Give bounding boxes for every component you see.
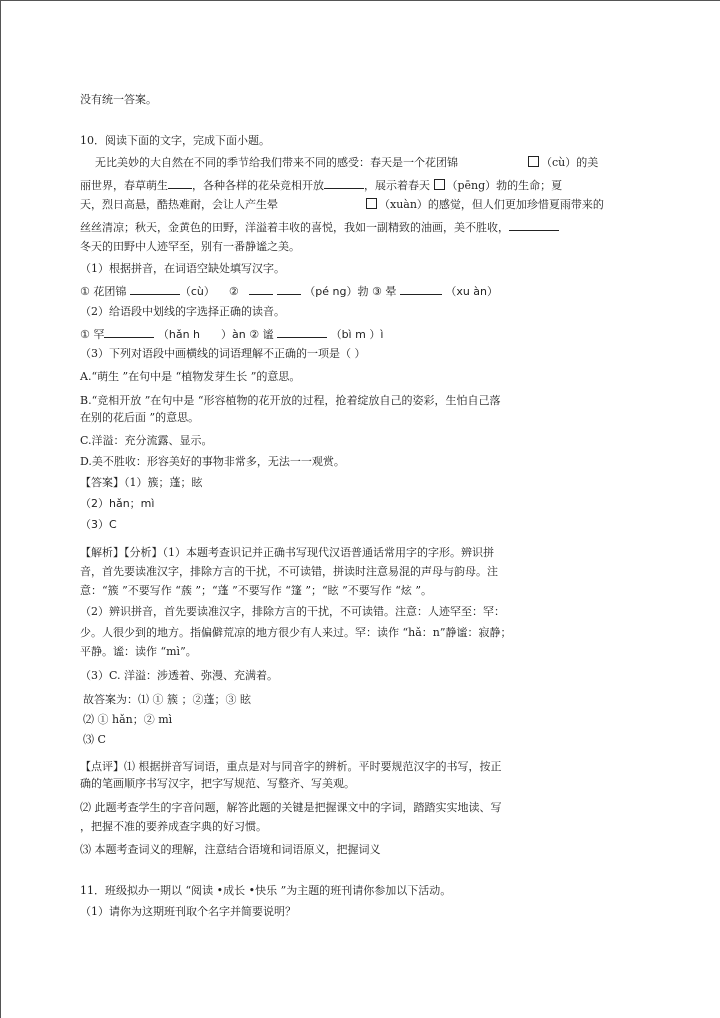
comment-line-5: ⑶ 本题考查词义的理解，注意结合语境和词语原义，把握词义 [80,843,381,856]
subquestion-2-options: ① 罕 （hǎn h ）àn ② 谧 （bì m ）ì [80,328,384,341]
analysis-line-4: （2）辨识拼音，首先要读准汉字，排除方言的干扰，不可读错。注意：人迹罕至：罕： [80,605,505,618]
passage-line-2: 丽世界，春草萌生 ，各种各样的花朵竞相开放 ，展示着春天 （pēng）勃的生命；夏 [80,179,563,192]
analysis-line-7: （3）C. 洋溢：涉透着、弥漫、充满着。 [80,669,279,682]
question-11-sub-1: （1）请你为这期班刊取个名字并简要说明？ [80,905,296,918]
analysis-line-6: 平静。谧：读作 “mì”。 [80,645,197,658]
prev-answer-tail: 没有统一答案。 [80,93,157,106]
comment-line-2: 确的笔画顺序书写汉字，把字写规范、写整齐、写美观。 [80,777,355,790]
passage-line-1: 无比美妙的大自然在不同的季节给我们带来不同的感受：春天是一个花团锦 （cù）的美 [95,156,599,169]
page-border-top [0,0,720,1]
option-b-line-1: B.“竞相开放 ”在句中是 “形容植物的花开放的过程，抢着绽放自己的姿彩，生怕自己落 [80,394,501,407]
option-c: C.洋溢：充分流露、显示。 [80,434,213,447]
answer-2: （2）hǎn；mì [80,497,155,510]
blank-box-3 [366,198,377,209]
analysis-line-5: 少。人很少到的地方。指偏僻荒凉的地方很少有人来过。罕：读作 “hǎ：n”静谧：寂静； [80,626,512,639]
subquestion-3: （3）下列对语段中画横线的词语理解不正确的一项是（ ） [80,347,366,360]
option-a: A.“萌生 ”在句中是 “植物发芽生长 ”的意思。 [80,370,301,383]
final-answer-3: ⑶ C [83,733,106,746]
passage-line-5: 冬天的田野中人迹罕至，别有一番静谧之美。 [80,240,300,253]
comment-line-4: ，把握不准的要养成查字典的好习惯。 [80,820,267,833]
analysis-line-1: 【解析】【分析】（1）本题考查识记并正确书写现代汉语普通话常用字的字形。辨识拼 [80,546,494,559]
passage-line-3: 天，烈日高悬，酷热难耐，会让人产生晕 （xuàn）的感觉，但人们更加珍惜夏雨带来的 [80,198,604,211]
answer-3: （3）C [80,518,117,531]
option-d: D.美不胜收：形容美好的事物非常多，无法一一观赏。 [80,455,345,468]
analysis-line-3: 意：“簇 ”不要写作 “蔟 ”；“蓬 ”不要写作 “篷 ”；“眩 ”不要写作 “炫 ”。 [80,584,432,597]
final-answer-1: 故答案为：⑴ ① 簇 ；②蓬；③ 眩 [83,693,251,706]
analysis-line-2: 音，首先要读准汉字，排除方言的干扰，不可读错，拼读时注意易混的声母与韵母。注 [80,565,498,578]
subquestion-1-blanks: ① 花团锦 （cù） ② （pé ng）勃 ③ 晕 （xu àn） [80,285,499,298]
option-b-line-2: 在别的花后面 ”的意思。 [80,411,200,424]
subquestion-2: （2）给语段中划线的字选择正确的读音。 [80,305,285,318]
comment-line-3: ⑵ 此题考查学生的字音问题，解答此题的关键是把握课文中的字词，踏踏实实地读、写 [80,801,502,814]
answer-1: 【答案】（1）簇；蓬；眩 [80,476,203,489]
passage-line-4: 丝丝清凉；秋天，金黄色的田野，洋溢着丰收的喜悦，我如一副精致的油画，美不胜收， [80,219,559,235]
blank-box-1 [528,156,539,167]
question-10-heading: 10．阅读下面的文字，完成下面小题。 [80,134,270,147]
subquestion-1: （1）根据拼音，在词语空缺处填写汉字。 [80,262,285,275]
final-answer-2: ⑵ ① hǎn；② mì [83,713,173,726]
blank-box-2 [434,179,445,190]
page-border-left [0,0,1,1018]
comment-line-1: 【点评】⑴ 根据拼音写词语，重点是对与同音字的辨析。平时要规范汉字的书写，按正 [80,760,502,773]
question-11-heading: 11．班级拟办一期以 “阅读 •成长 •快乐 ”为主题的班刊请你参加以下活动。 [80,884,452,897]
